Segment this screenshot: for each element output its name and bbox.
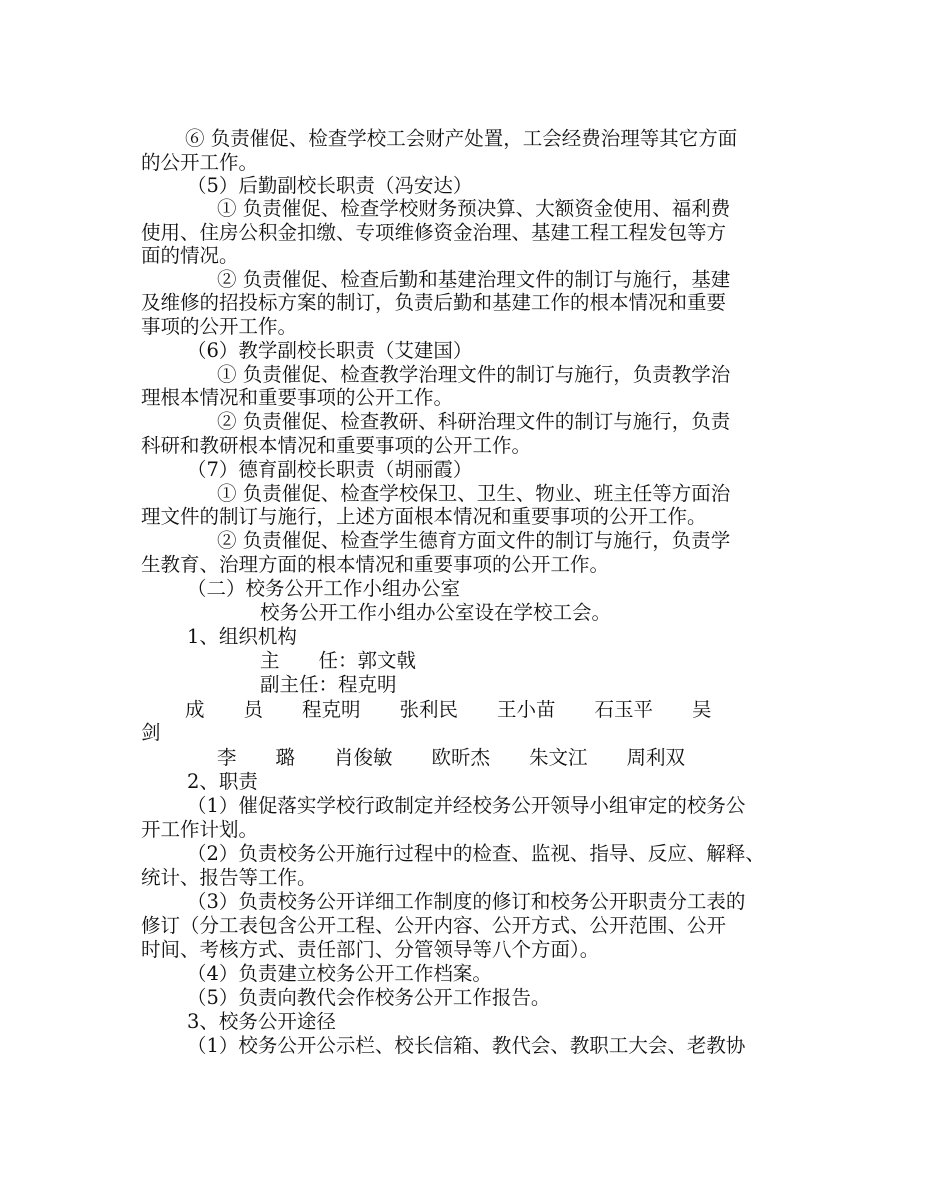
text-line: ② 负责催促、检查后勤和基建治理文件的制订与施行，基建 <box>217 268 731 291</box>
director-line: 主 任：郭文戟 <box>260 649 417 672</box>
text-line: 统计、报告等工作。 <box>141 866 317 889</box>
text-line: ② 负责催促、检查学生德育方面文件的制订与施行，负责学 <box>217 529 731 552</box>
text-line: （3）负责校务公开详细工作制度的修订和校务公开职责分工表的 <box>187 890 746 913</box>
members-line: 剑 <box>141 721 161 744</box>
members-line: 成 员 程克明 张利民 王小苗 石玉平 吴 <box>185 698 712 721</box>
text-line: 时间、考核方式、责任部门、分管领导等八个方面）。 <box>141 938 600 961</box>
text-line: （1）校务公开公示栏、校长信箱、教代会、教职工大会、老教协 <box>187 1034 746 1057</box>
deputy-director-line: 副主任：程克明 <box>260 673 397 696</box>
text-line: 使用、住房公积金扣缴、专项维修资金治理、基建工程工程发包等方 <box>141 221 727 244</box>
members-line: 李 璐 肖俊敏 欧昕杰 朱文江 周利双 <box>217 746 686 769</box>
text-line: 及维修的招投标方案的制订，负责后勤和基建工作的根本情况和重要 <box>141 291 727 314</box>
section-heading: （6）教学副校长职责（艾建国） <box>187 339 473 362</box>
section-heading: （5）后勤副校长职责（冯安达） <box>187 174 473 197</box>
section-heading: 2、职责 <box>187 770 258 793</box>
text-line: ② 负责催促、检查教研、科研治理文件的制订与施行，负责 <box>217 410 731 433</box>
text-line: ① 负责催促、检查教学治理文件的制订与施行，负责教学治 <box>217 363 731 386</box>
text-line: （2）负责校务公开施行过程中的检查、监视、指导、反应、解释、 <box>187 842 765 865</box>
section-heading: 1、组织机构 <box>187 625 297 648</box>
text-line: ① 负责催促、检查学校财务预决算、大额资金使用、福利费 <box>217 197 731 220</box>
text-line: 修订（分工表包含公开工程、公开内容、公开方式、公开范围、公开 <box>141 914 727 937</box>
text-line: 面的情况。 <box>141 244 239 267</box>
text-line: ① 负责催促、检查学校保卫、卫生、物业、班主任等方面治 <box>217 482 731 505</box>
text-line: 科研和教研根本情况和重要事项的公开工作。 <box>141 434 532 457</box>
text-line: （4）负责建立校务公开工作档案。 <box>187 962 492 985</box>
text-line: （1）催促落实学校行政制定并经校务公开领导小组审定的校务公 <box>187 794 746 817</box>
section-heading: （二）校务公开工作小组办公室 <box>187 577 461 600</box>
text-line: （5）负责向教代会作校务公开工作报告。 <box>187 986 551 1009</box>
text-line: 的公开工作。 <box>141 151 259 174</box>
text-line: 开工作计划。 <box>141 818 259 841</box>
section-heading: （7）德育副校长职责（胡丽霞） <box>187 458 473 481</box>
text-line: 理根本情况和重要事项的公开工作。 <box>141 386 454 409</box>
text-line: 事项的公开工作。 <box>141 315 298 338</box>
text-line: 理文件的制订与施行，上述方面根本情况和重要事项的公开工作。 <box>141 505 707 528</box>
text-line: 生教育、治理方面的根本情况和重要事项的公开工作。 <box>141 553 610 576</box>
section-heading: 3、校务公开途径 <box>187 1010 336 1033</box>
text-line: ⑥ 负责催促、检查学校工会财产处置，工会经费治理等其它方面 <box>185 127 738 150</box>
text-line: 校务公开工作小组办公室设在学校工会。 <box>260 601 612 624</box>
